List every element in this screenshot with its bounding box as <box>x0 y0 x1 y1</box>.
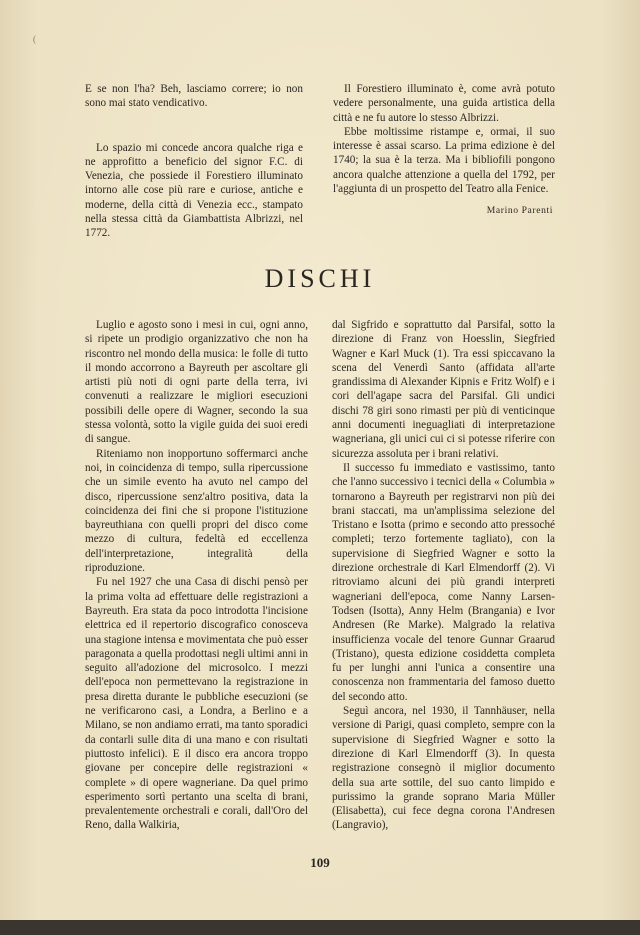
article-paragraph: dal Sigfrido e soprattutto dal Parsifal, sotto la direzione di Franz von Hoesslin, Siegfried Wagner e Karl Muck (1). Tra essi spiccavano la scena del Venerdì Santo (affidata all'arte grandissima di Alexander Kipnis e Fritz Wolf) e i cori dell'agape sacra del Parsifal. Gli undici dischi 78 giri sono rimasti per più di venticinque anni documenti ineguagliati di interpretazione wagneriana, gli unici cui ci si potesse riferire con sicurezza assoluta per i brani relativi. <box>332 319 555 460</box>
article-paragraph: Luglio e agosto sono i mesi in cui, ogni anno, si ripete un prodigio organizzativo che non ha riscontro nel mondo della musica: le folle di tutto il mondo accorrono a Bayreuth per ascoltare gli artisti più noti di ogni parte della terra, ivi convenuti a realizzare le migliori esecuzioni possibili delle opere di Wagner, secondo la sua stessa volontà, sotto la vigile guida dei suoi eredi di sangue. <box>85 319 308 446</box>
corner-mark: ( <box>33 34 36 44</box>
top-left-paragraph-2: Lo spazio mi concede ancora qualche riga e ne approfitto a beneficio del signor F.C. di Venezia, che possiede il Forestiero illuminato intorno alle cose più rare e curiose, antiche e moderne, della città di Venezia ecc., stampato nella stessa città da Giambattista Albrizzi, nel 1772. <box>85 141 303 240</box>
article-paragraph: Seguì ancora, nel 1930, il Tannhäuser, nella versione di Parigi, quasi completo, sempre con la supervisione di Siegfried Wagner e sotto la direzione di Karl Elmendorff (3). In questa registrazione consegnò il miglior documento della sua arte sottile, del suo canto limpido e purissimo la grande soprano Maria Müller (Elisabetta), cui fece degna corona l'Andresen (Langravio), <box>332 705 555 832</box>
article-right-column <box>332 318 555 833</box>
top-right-paragraph-1: Il Forestiero illuminato è, come avrà potuto vedere personalmente, una guida artistica della città e ne fu autore lo stesso Albrizzi. <box>333 83 555 124</box>
scan-bottom-edge <box>0 920 640 935</box>
top-right-column <box>333 82 555 219</box>
top-left-paragraph-1: E se non l'ha? Beh, lasciamo correre; io non sono mai stato vendicativo. <box>85 83 303 110</box>
article-paragraph: Il successo fu immediato e vastissimo, tanto che l'anno successivo i tecnici della « Columbia » tornarono a Bayreuth per registrarvi non più dei brani staccati, ma un'amplissima selezione del Tristano e Isotta (primo e secondo atto pressoché completi; terzo fortemente tagliato), con la supervisione di Siegfried Wagner e sotto la direzione orchestrale di Karl Elmendorff (2). Vi ritroviamo alcuni dei più grandi interpreti wagneriani dell'epoca, come Nanny Larsen-Todsen (Isotta), Anny Helm (Brangania) e Ivor Andresen (Re Marke). Malgrado la relativa insufficienza vocale del tenore Gunnar Graarud (Tristano), questa edizione cosiddetta completa fu per lunghi anni l'unica a consentire una conoscenza non frammentaria del famoso duetto del secondo atto. <box>332 461 555 703</box>
article-left-column <box>85 318 308 833</box>
article-paragraph: Fu nel 1927 che una Casa di dischi pensò per la prima volta ad effettuare delle registrazioni a Bayreuth. Era stata da poco introdotta l'incisione elettrica ed il repertorio discografico conosceva una stagione intensa e movimentata che può esser paragonata a quella prodottasi negli ultimi anni in seguito all'adozione del microsolco. I mezzi dell'epoca non permettevano la registrazione in presa diretta durante le pubbliche esecuzioni (se ne verificarono casi, a Londra, a Berlino e a Milano, se non andiamo errati, ma tanto sporadici da contarli sulle dita di una mano e con risultati piuttosto infelici). E il disco era ancora troppo giovane per concepire delle registrazioni « complete » di opere wagneriane. Da quel primo esperimento sortì pertanto una scelta di brani, prevalentemente orchestrali e corali, dall'Oro del Reno, dalla Walkiria, <box>85 576 308 832</box>
section-heading: DISCHI <box>264 264 376 293</box>
author-signature: Marino Parenti <box>486 205 553 217</box>
top-left-column <box>85 82 303 241</box>
article-paragraph: Riteniamo non inopportuno soffermarci anche noi, in coincidenza di tempo, sulla ripercussione che un simile evento ha avuto nel campo del disco, ripercussione senz'altro positiva, data la coincidenza dei fini che si propone l'istituzione bayreuthiana con quelli propri del disco come mezzo di cultura, fedeltà ed eccellenza dell'interpretazione, integralità della riproduzione. <box>85 447 308 575</box>
page-number: 109 <box>310 855 330 870</box>
top-right-paragraph-2: Ebbe moltissime ristampe e, ormai, il suo interesse è assai scarso. La prima edizione è del 1740; la sua è la terza. Ma i bibliofili pongono ancora qualche attenzione a quella del 1792, per l'aggiunta di un prospetto del Teatro alla Fenice. <box>333 125 555 196</box>
